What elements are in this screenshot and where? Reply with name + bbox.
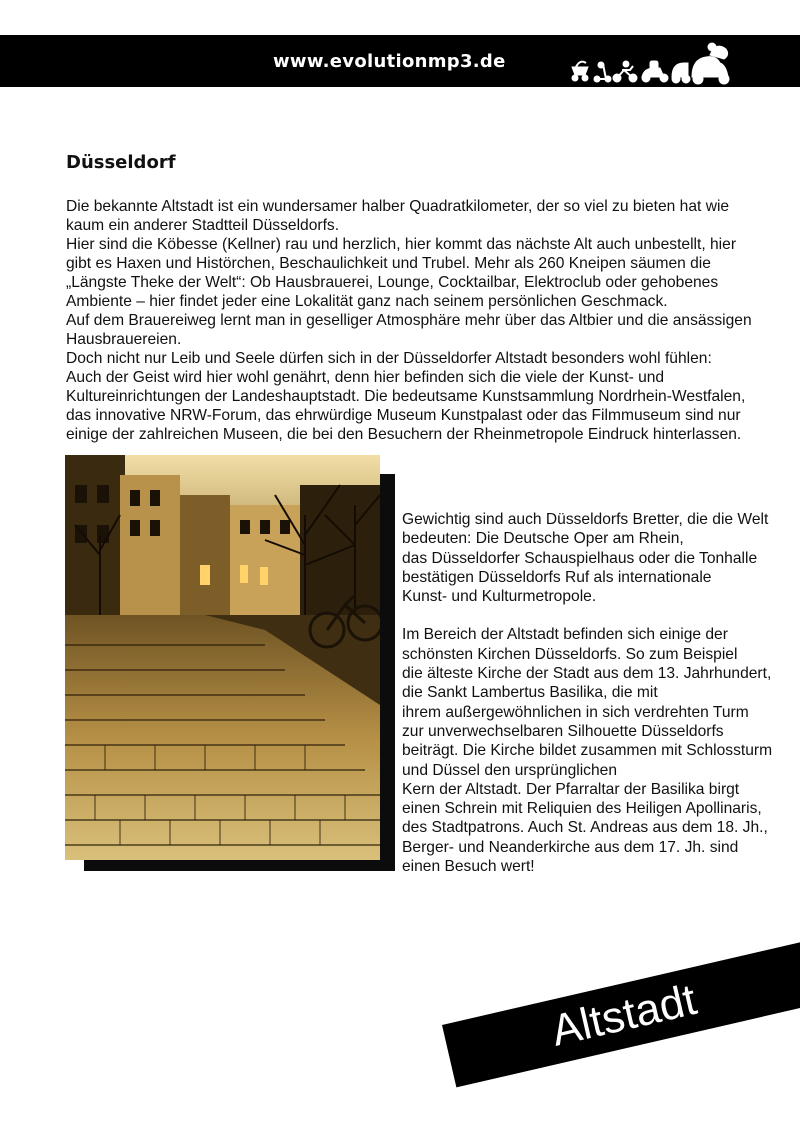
text-line: Hausbrauereien. (66, 331, 182, 348)
text-line: das Düsseldorfer Schauspielhaus oder die Tonhalle (402, 549, 758, 567)
text-line: beiträgt. Die Kirche bildet zusammen mit Schlossturm (402, 742, 773, 760)
side-paragraph-churches (402, 625, 797, 876)
text-line: Ambiente – hier findet jeder eine Lokalität ganz nach seinem persönlichen Geschmack. (66, 293, 668, 310)
text-line: gibt es Haxen und Histörchen, Beschaulichkeit und Trubel. Mehr als 260 Kneipen säumen die (66, 255, 711, 272)
text-line: ihrem außergewöhnlichen in sich verdrehten Turm (402, 703, 749, 721)
header-bar (0, 35, 800, 87)
text-line: das innovative NRW-Forum, das ehrwürdige Museum Kunstpalast oder das Filmmuseum sind nur (66, 407, 741, 424)
text-line: Doch nicht nur Leib und Seele dürfen sich in der Düsseldorfer Altstadt besonders wohl fühlen: (66, 350, 712, 367)
altstadt-banner (442, 941, 800, 1088)
text-line: kaum ein anderer Stadtteil Düsseldorfs. (66, 217, 340, 234)
text-line: Im Bereich der Altstadt befinden sich einige der (402, 626, 728, 644)
text-line: Auch der Geist wird hier wohl genährt, denn hier befinden sich die viele der Kunst- und (66, 369, 665, 386)
text-line: Kern der Altstadt. Der Pfarraltar der Basilika birgt (402, 780, 740, 798)
text-line: des Stadtpatrons. Auch St. Andreas aus dem 18. Jh., (402, 819, 768, 837)
vehicles-silhouette-icon (566, 37, 736, 85)
text-line: schönsten Kirchen Düsseldorfs. So zum Beispiel (402, 645, 738, 663)
side-text (402, 510, 797, 876)
text-line: einige der zahlreichen Museen, die bei den Besuchern der Rheinmetropole Eindruck hinterlassen. (66, 426, 742, 443)
intro-text (66, 197, 786, 444)
text-line: Auf dem Brauereiweg lernt man in geselliger Atmosphäre mehr über das Altbier und die ansässigen (66, 312, 752, 329)
text-line: bestätigen Düsseldorfs Ruf als internationale (402, 568, 712, 586)
text-line: einen Besuch wert! (402, 858, 535, 876)
paragraph-gap (402, 606, 797, 625)
page-title: Düsseldorf (66, 152, 176, 173)
text-line: Kunst- und Kulturmetropole. (402, 588, 597, 606)
text-line: Kultureinrichtungen der Landeshauptstadt. Die bedeutsame Kunstsammlung Nordrhein-Westfalen, (66, 388, 746, 405)
text-line: und Düssel den ursprünglichen (402, 761, 617, 779)
text-line: die älteste Kirche der Stadt aus dem 13. Jahrhundert, (402, 665, 772, 683)
text-line: einen Schrein mit Reliquien des Heiligen Apollinaris, (402, 800, 762, 818)
text-line: Hier sind die Köbesse (Kellner) rau und herzlich, hier kommt das nächste Alt auch unbestellt, hier (66, 236, 737, 253)
side-paragraph-theater (402, 510, 797, 606)
site-url[interactable]: www.evolutionmp3.de (273, 51, 506, 72)
banner-label: Altstadt (546, 974, 701, 1056)
text-line: bedeuten: Die Deutsche Oper am Rhein, (402, 530, 684, 548)
altstadt-street-photo (65, 455, 380, 860)
text-line: die Sankt Lambertus Basilika, die mit (402, 684, 658, 702)
text-line: „Längste Theke der Welt“: Ob Hausbrauerei, Lounge, Cocktailbar, Elektroclub oder gehobenes (66, 274, 719, 291)
text-line: Die bekannte Altstadt ist ein wundersamer halber Quadratkilometer, der so viel zu bieten hat wie (66, 198, 730, 215)
text-line: Gewichtig sind auch Düsseldorfs Bretter, die die Welt (402, 511, 769, 528)
text-line: Berger- und Neanderkirche aus dem 17. Jh. sind (402, 838, 739, 856)
text-line: zur unverwechselbaren Silhouette Düsseldorfs (402, 722, 724, 740)
